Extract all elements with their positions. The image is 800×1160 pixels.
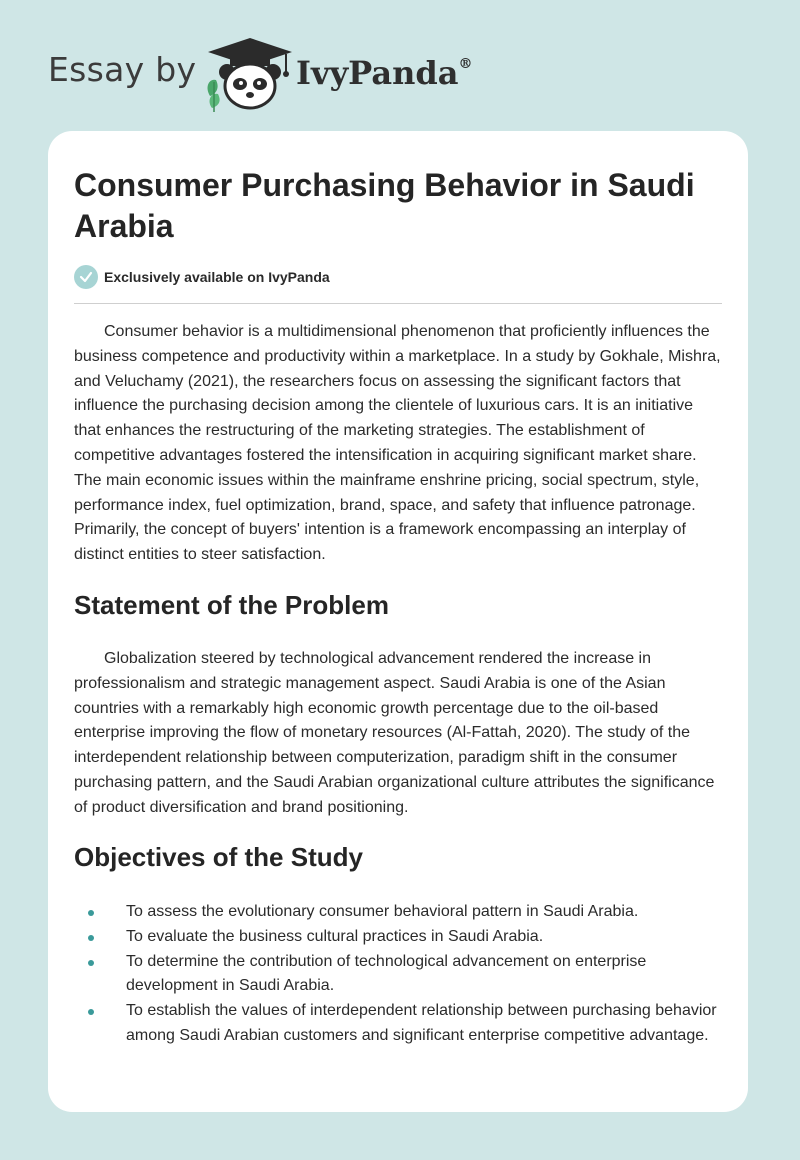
intro-paragraph: Consumer behavior is a multidimensional phenomenon that proficiently influences the business competence and productivity within a marketplace. In a study by Gokhale, Mishra, and Veluchamy (2021), the researchers focus on assessing the significant factors that influence the purchasing decision among the clientele of luxurious cars. It is an initiative that enhances the restructuring of the marketing strategies. The establishment of competitive advantages fostered the intensification in acquiring significant market share. The main economic issues within the mainframe enshrine pricing, social spectrum, style, performance index, fuel optimization, brand, space, and safety that influence patronage. Primarily, the concept of buyers' intention is a framework encompassing an interplay of distinct entities to steer satisfaction. xyxy=(74,323,721,564)
bullet-icon xyxy=(88,910,94,916)
exclusive-badge xyxy=(74,265,330,289)
site-header xyxy=(0,0,800,130)
check-icon xyxy=(74,265,98,289)
bullet-icon xyxy=(88,935,94,941)
list-item: To assess the evolutionary consumer behavioral pattern in Saudi Arabia. xyxy=(74,900,724,925)
problem-heading: Statement of the Problem xyxy=(74,590,389,620)
list-item: To establish the values of interdependent relationship between purchasing behavior among Saudi Arabian customers and significant enterprise competitive advantage. xyxy=(74,999,724,1049)
panda-logo-icon[interactable] xyxy=(200,34,300,114)
list-item: To evaluate the business cultural practices in Saudi Arabia. xyxy=(74,925,724,950)
essay-by-label: Essay by xyxy=(48,50,197,89)
brand-name[interactable]: IvyPanda® xyxy=(296,54,473,92)
problem-paragraph: Globalization steered by technological advancement rendered the increase in professionalism and strategic management aspect. Saudi Arabia is one of the Asian countries with a remarkably high economic growth percentage due to the oil-based enterprise improving the flow of monetary resources (Al-Fattah, 2020). The study of the interdependent relationship between computerization, paradigm shift in the consumer purchasing pattern, and the Saudi Arabian organizational culture attributes the significance of product diversification and brand positioning. xyxy=(74,650,715,816)
page-title: Consumer Purchasing Behavior in Saudi Arabia xyxy=(74,167,695,244)
divider xyxy=(74,303,722,304)
bullet-icon xyxy=(88,1009,94,1015)
objectives-list xyxy=(74,900,724,1049)
list-item: To determine the contribution of technological advancement on enterprise development in Saudi Arabia. xyxy=(74,950,724,1000)
essay-card xyxy=(48,131,748,1112)
bullet-icon xyxy=(88,960,94,966)
exclusive-label: Exclusively available on IvyPanda xyxy=(104,269,330,285)
objectives-heading: Objectives of the Study xyxy=(74,842,363,872)
